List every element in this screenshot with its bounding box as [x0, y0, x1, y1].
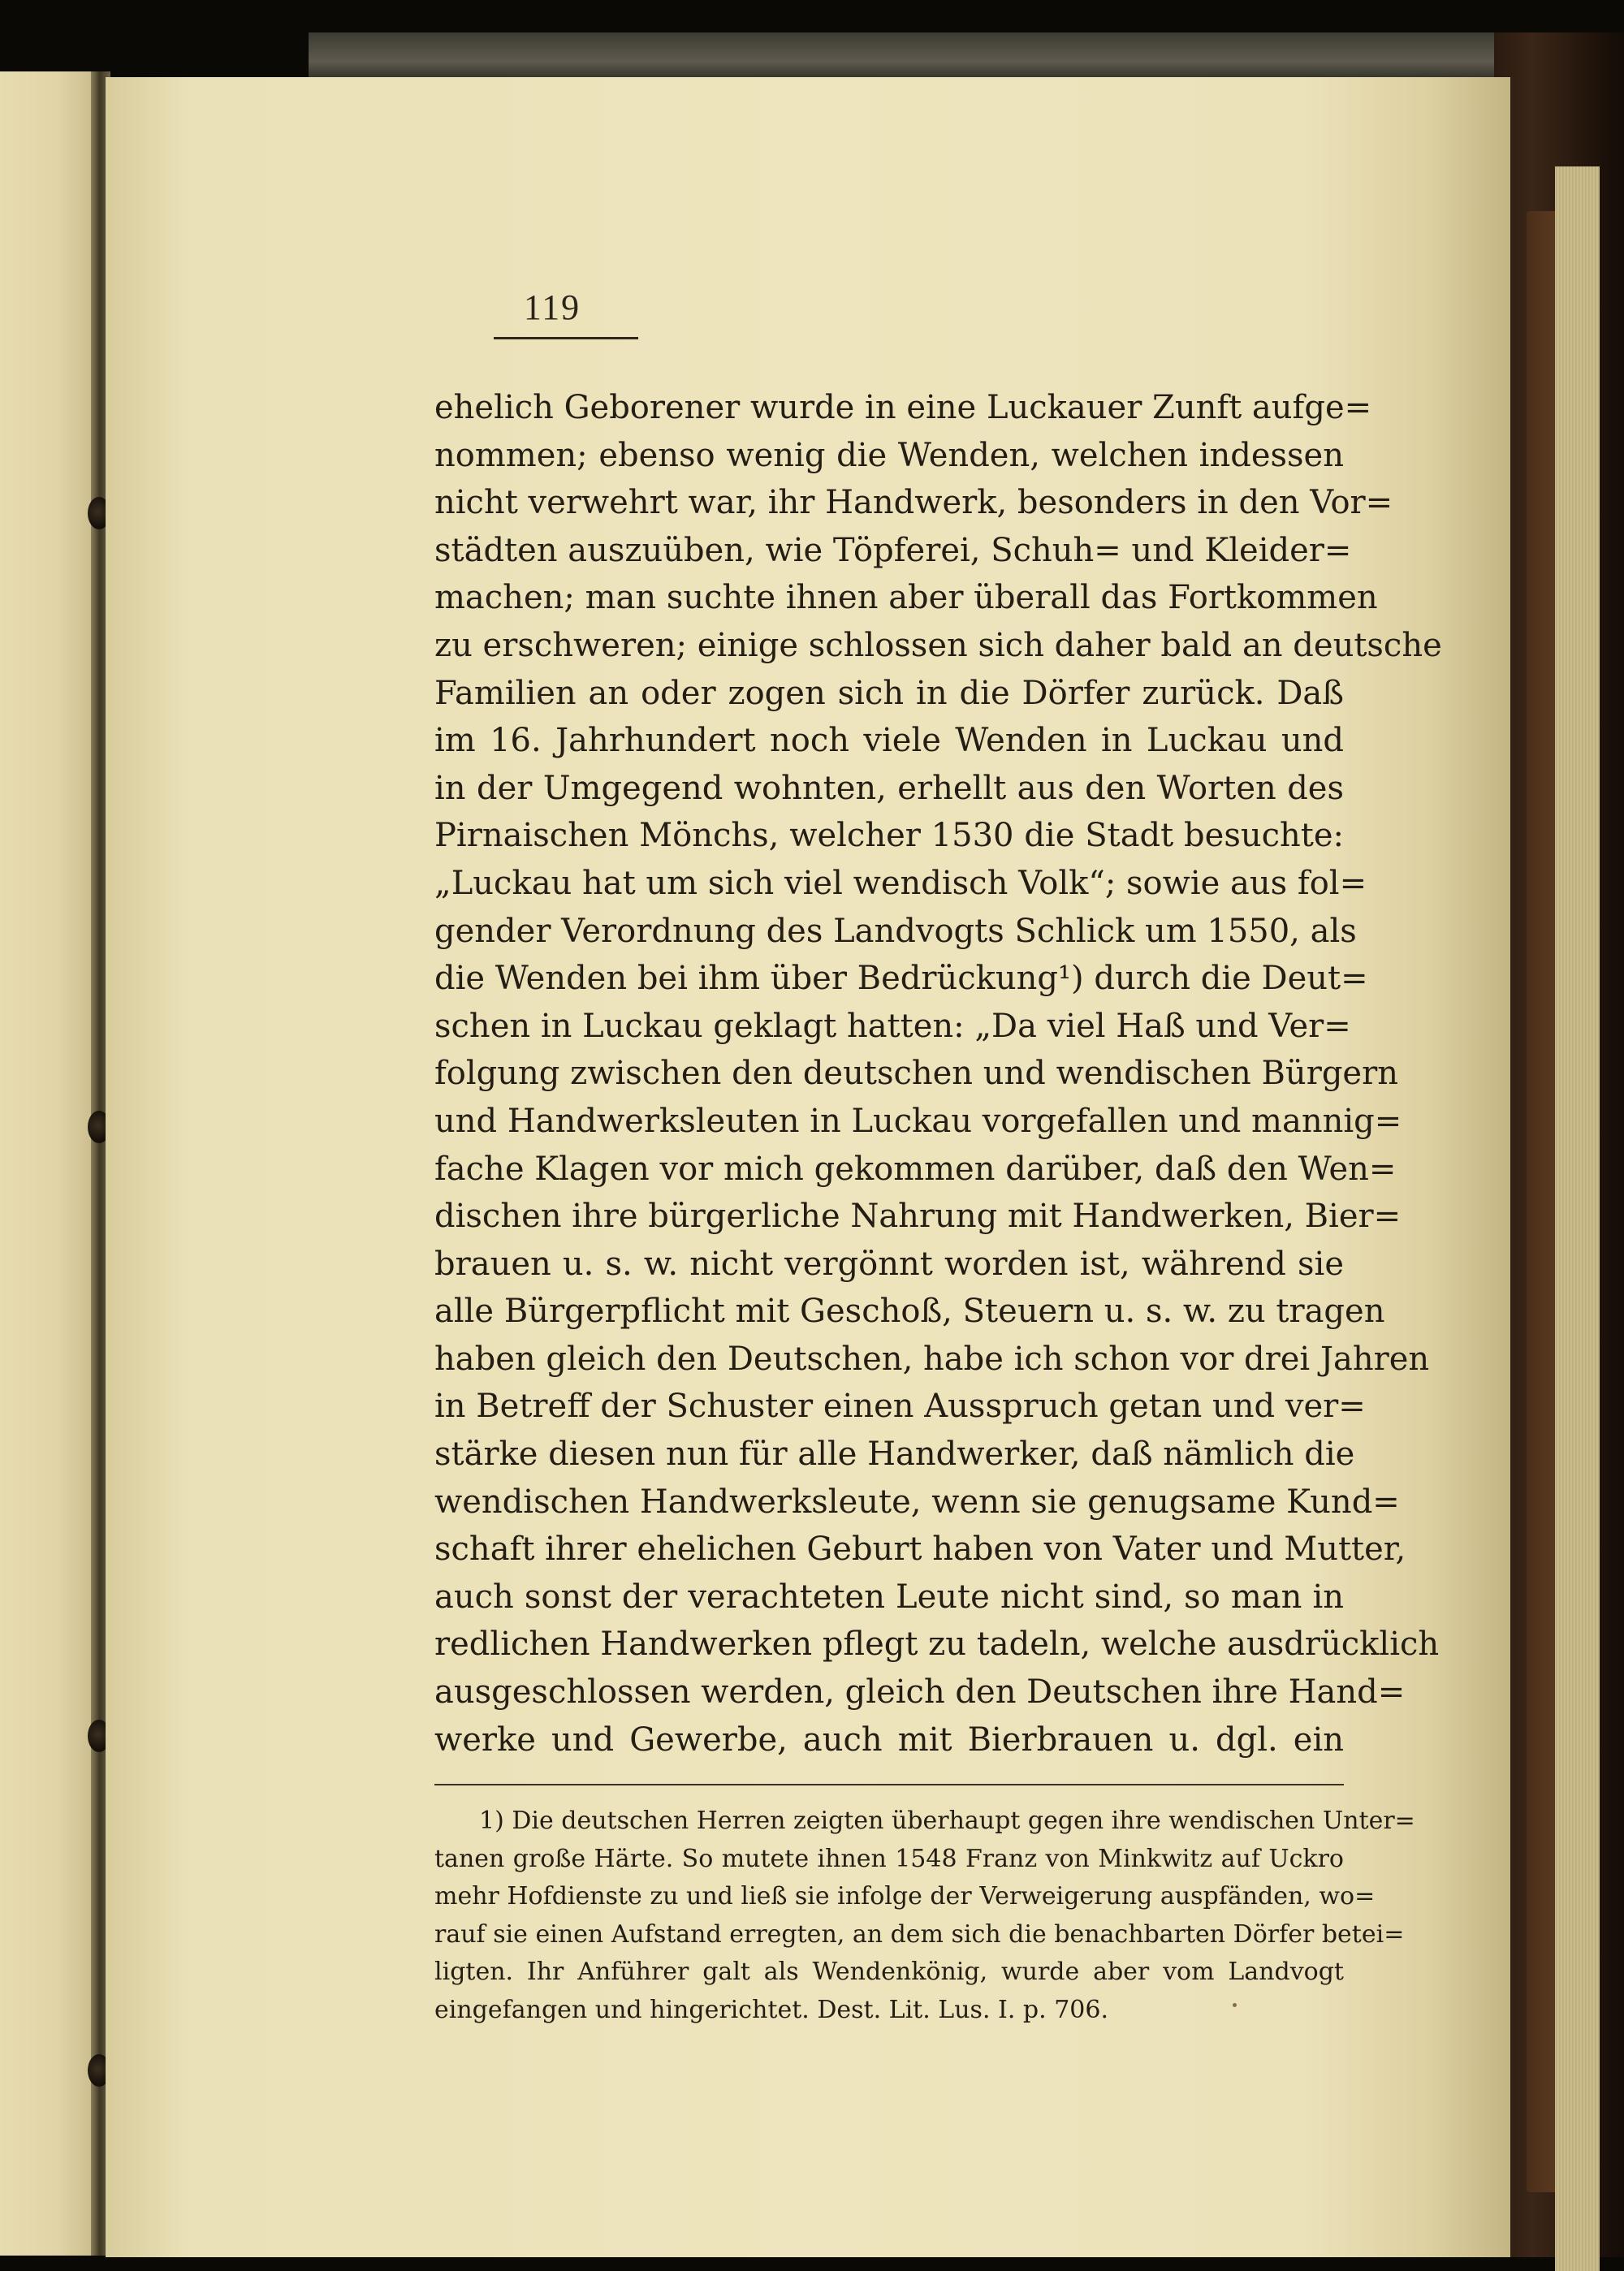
- book-page: [106, 77, 1510, 2257]
- page-number: 119: [523, 287, 581, 327]
- body-line: dischen ihre bürgerliche Nahrung mit Handwerken, Bier=: [434, 1198, 1402, 1236]
- body-line: folgung zwischen den deutschen und wendischen Bürgern: [434, 1055, 1398, 1093]
- body-line: und Handwerksleuten in Luckau vorgefallen und mannig=: [434, 1102, 1402, 1140]
- body-line: ehelich Geborener wurde in eine Luckauer Zunft aufge=: [434, 389, 1372, 426]
- body-line: nommen; ebenso wenig die Wenden, welchen indessen: [434, 436, 1344, 474]
- body-line: „Luckau hat um sich viel wendisch Volk“; sowie aus fol=: [434, 864, 1367, 902]
- body-line: Familien an oder zogen sich in die Dörfer zurück. Daß: [434, 674, 1344, 712]
- body-text: [434, 384, 1442, 1764]
- body-line: fache Klagen vor mich gekommen darüber, daß den Wen=: [434, 1150, 1397, 1188]
- body-line: im 16. Jahrhundert noch viele Wenden in Luckau und: [434, 722, 1344, 760]
- body-line: zu erschweren; einige schlossen sich daher bald an deutsche: [434, 626, 1442, 664]
- body-line: machen; man suchte ihnen aber überall das Fortkommen: [434, 579, 1378, 617]
- footnote-line: ligten. Ihr Anführer galt als Wendenkönig, wurde aber vom Landvogt: [434, 1958, 1344, 1986]
- body-line: schen in Luckau geklagt hatten: „Da viel Haß und Ver=: [434, 1007, 1351, 1045]
- body-line: in der Umgegend wohnten, erhellt aus den Worten des: [434, 769, 1344, 807]
- body-line: nicht verwehrt war, ihr Handwerk, besonders in den Vor=: [434, 484, 1393, 522]
- footnote-line: tanen große Härte. So mutete ihnen 1548 Franz von Minkwitz auf Uckro: [434, 1844, 1344, 1873]
- body-line: schaft ihrer ehelichen Geburt haben von Vater und Mutter,: [434, 1531, 1406, 1569]
- book-top-edge: [309, 32, 1575, 81]
- footnote-line: rauf sie einen Aufstand erregten, an dem sich die benachbarten Dörfer betei=: [434, 1919, 1405, 1949]
- page-edges: [1555, 166, 1600, 2271]
- body-line: redlichen Handwerken pflegt zu tadeln, welche ausdrücklich: [434, 1626, 1440, 1664]
- body-line: die Wenden bei ihm über Bedrückung¹) durch die Deut=: [434, 960, 1368, 998]
- body-line: ausgeschlossen werden, gleich den Deutschen ihre Hand=: [434, 1673, 1406, 1712]
- body-line: städten auszuüben, wie Töpferei, Schuh= und Kleider=: [434, 531, 1352, 569]
- footnote-line: mehr Hofdienste zu und ließ sie infolge der Verweigerung auspfänden, wo=: [434, 1882, 1376, 1910]
- page-number-rule: [494, 337, 638, 339]
- body-line: brauen u. s. w. nicht vergönnt worden ist, während sie: [434, 1245, 1344, 1283]
- body-line: wendischen Handwerksleute, wenn sie genugsame Kund=: [434, 1483, 1400, 1521]
- body-line: in Betreff der Schuster einen Ausspruch getan und ver=: [434, 1388, 1366, 1426]
- footnote-line: 1) Die deutschen Herren zeigten überhaupt gegen ihre wendischen Unter=: [479, 1807, 1415, 1835]
- body-line: haben gleich den Deutschen, habe ich schon vor drei Jahren: [434, 1340, 1430, 1378]
- body-line: alle Bürgerpflicht mit Geschoß, Steuern u. s. w. zu tragen: [434, 1293, 1385, 1331]
- body-line: stärke diesen nun für alle Handwerker, daß nämlich die: [434, 1436, 1355, 1474]
- body-line: werke und Gewerbe, auch mit Bierbrauen u. dgl. ein: [434, 1721, 1344, 1759]
- body-line: Pirnaischen Mönchs, welcher 1530 die Stadt besuchte:: [434, 817, 1344, 855]
- footnote-line: eingefangen und hingerichtet. Dest. Lit. Lus. I. p. 706.: [434, 1995, 1109, 2024]
- footnote-rule: [434, 1784, 1344, 1785]
- left-page-sliver: [0, 71, 96, 2256]
- body-line: auch sonst der verachteten Leute nicht sind, so man in: [434, 1578, 1344, 1616]
- body-line: gender Verordnung des Landvogts Schlick um 1550, als: [434, 912, 1357, 950]
- footnotes: [434, 1803, 1415, 2029]
- paper-speck: [1233, 2003, 1237, 2007]
